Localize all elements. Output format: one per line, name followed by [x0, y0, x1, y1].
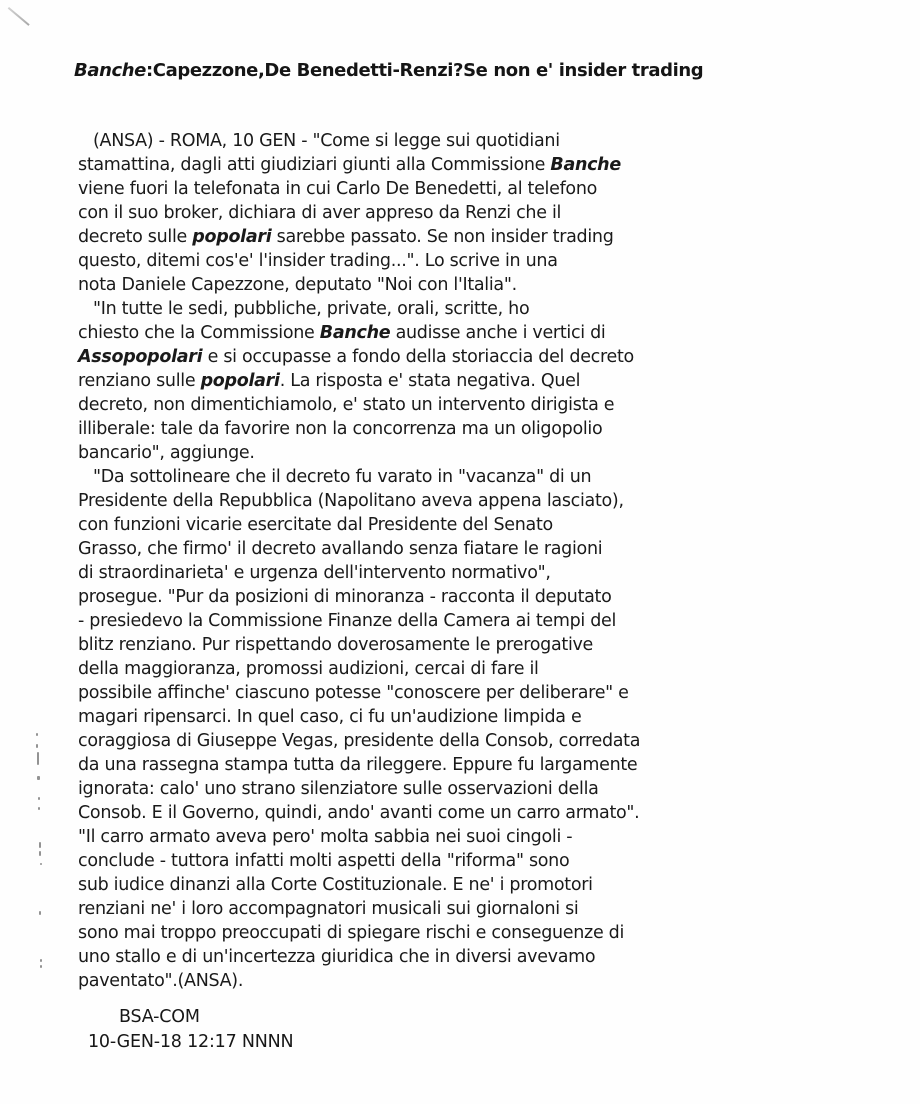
scan-speck	[36, 744, 38, 748]
article-headline: Banche:Capezzone,De Benedetti-Renzi?Se non e' insider trading	[74, 60, 704, 81]
scan-speck	[40, 959, 42, 962]
wire-signature: BSA-COM	[119, 1007, 200, 1027]
emphasized-term: Banche	[319, 323, 391, 343]
body-line: Grasso, che firmo' il decreto avallando senza fiatare le ragioni	[78, 539, 603, 559]
body-line: nota Daniele Capezzone, deputato "Noi con l'Italia".	[78, 275, 517, 295]
scan-speck	[37, 776, 40, 780]
scan-speck	[38, 807, 40, 810]
scan-speck	[38, 797, 40, 800]
article-body	[78, 129, 738, 993]
body-line: decreto sulle popolari sarebbe passato. Se non insider trading	[78, 227, 614, 247]
body-line: renziano sulle popolari. La risposta e' stata negativa. Quel	[78, 371, 581, 391]
emphasized-term: Banche	[74, 60, 146, 81]
body-line: chiesto che la Commissione Banche audisse anche i vertici di	[78, 323, 606, 343]
body-line: con il suo broker, dichiara di aver appreso da Renzi che il	[78, 203, 562, 223]
body-line: illiberale: tale da favorire non la concorrenza ma un oligopolio	[78, 419, 603, 439]
body-line: della maggioranza, promossi audizioni, cercai di fare il	[78, 659, 539, 679]
emphasized-term: popolari	[200, 371, 280, 391]
body-line: "Il carro armato aveva pero' molta sabbia nei suoi cingoli -	[78, 827, 573, 847]
body-line: uno stallo e di un'incertezza giuridica che in diversi avevamo	[78, 947, 596, 967]
scan-speck	[36, 733, 38, 736]
body-line: questo, ditemi cos'e' l'insider trading...". Lo scrive in una	[78, 251, 558, 271]
body-line: sub iudice dinanzi alla Corte Costituzionale. E ne' i promotori	[78, 875, 593, 895]
scan-speck	[39, 851, 41, 856]
body-line: stamattina, dagli atti giudiziari giunti alla Commissione Banche	[78, 155, 621, 175]
body-line: coraggiosa di Giuseppe Vegas, presidente della Consob, corredata	[78, 731, 641, 751]
body-line: - presiedevo la Commissione Finanze della Camera ai tempi del	[78, 611, 617, 631]
body-line: viene fuori la telefonata in cui Carlo De Benedetti, al telefono	[78, 179, 598, 199]
body-line: "In tutte le sedi, pubbliche, private, orali, scritte, ho	[93, 299, 530, 319]
body-line: paventato".(ANSA).	[78, 971, 244, 991]
scan-speck	[39, 911, 41, 915]
wire-timestamp: 10-GEN-18 12:17 NNNN	[88, 1032, 294, 1052]
body-line: Assopopolari e si occupasse a fondo della storiaccia del decreto	[78, 347, 634, 367]
emphasized-term: Banche	[550, 155, 621, 175]
body-line: renziani ne' i loro accompagnatori musicali sui giornaloni si	[78, 899, 579, 919]
body-line: conclude - tuttora infatti molti aspetti della "riforma" sono	[78, 851, 570, 871]
body-line: (ANSA) - ROMA, 10 GEN - "Come si legge sui quotidiani	[93, 131, 560, 151]
body-line: bancario", aggiunge.	[78, 443, 255, 463]
body-line: con funzioni vicarie esercitate dal Presidente del Senato	[78, 515, 553, 535]
emphasized-term: Assopopolari	[78, 347, 203, 367]
scan-speck	[37, 752, 39, 765]
body-line: Consob. E il Governo, quindi, ando' avanti come un carro armato".	[78, 803, 640, 823]
body-line: magari ripensarci. In quel caso, ci fu un'audizione limpida e	[78, 707, 582, 727]
body-line: "Da sottolineare che il decreto fu varato in "vacanza" di un	[93, 467, 592, 487]
emphasized-term: popolari	[192, 227, 272, 247]
scan-speck	[40, 863, 42, 865]
scan-scratch-mark	[8, 7, 30, 26]
body-line: prosegue. "Pur da posizioni di minoranza - racconta il deputato	[78, 587, 612, 607]
body-line: decreto, non dimentichiamolo, e' stato un intervento dirigista e	[78, 395, 615, 415]
scan-speck	[39, 842, 41, 848]
body-line: possibile affinche' ciascuno potesse "conoscere per deliberare" e	[78, 683, 629, 703]
body-line: Presidente della Repubblica (Napolitano aveva appena lasciato),	[78, 491, 624, 511]
body-line: da una rassegna stampa tutta da rileggere. Eppure fu largamente	[78, 755, 638, 775]
scan-speck	[40, 965, 42, 968]
body-line: blitz renziano. Pur rispettando doverosamente le prerogative	[78, 635, 594, 655]
body-line: di straordinarieta' e urgenza dell'intervento normativo",	[78, 563, 551, 583]
body-line: ignorata: calo' uno strano silenziatore sulle osservazioni della	[78, 779, 599, 799]
body-line: sono mai troppo preoccupati di spiegare rischi e conseguenze di	[78, 923, 625, 943]
